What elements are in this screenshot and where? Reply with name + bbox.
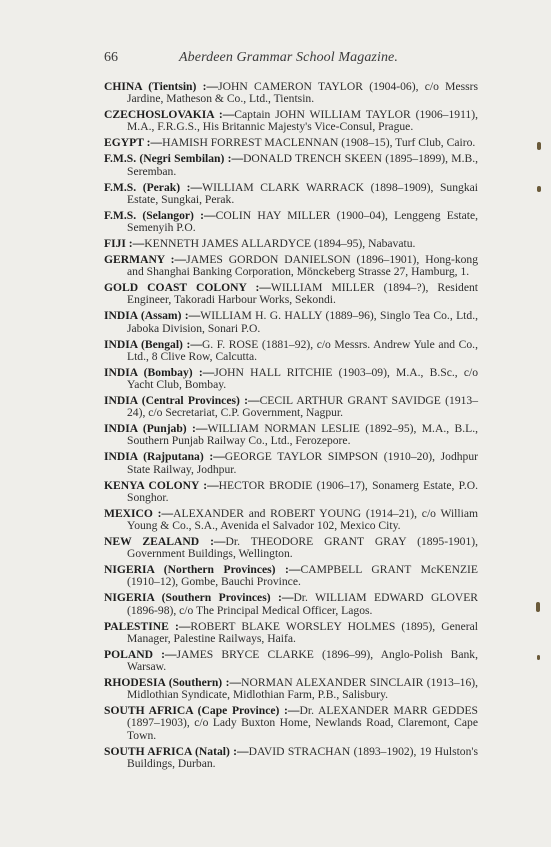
entry-text: DAVID STRACHAN (1893–1902), 19 Hulston's Buildings, Durban. — [127, 744, 478, 770]
entry-text: JOHN HALL RITCHIE (1903–09), M.A., B.Sc., c/o Yacht Club, Bombay. — [127, 365, 478, 392]
entry-text: ALEXANDER and ROBERT YOUNG (1914–21), c/o William Young & Co., S.A., Avenida el Salvador 102, Mexico City. — [127, 506, 478, 533]
entry-place: RHODESIA (Southern) :— — [104, 676, 242, 690]
list-item — [104, 649, 478, 673]
directory-list — [104, 81, 478, 774]
list-item — [104, 746, 478, 770]
list-item — [104, 508, 478, 532]
entry-text: DONALD TRENCH SKEEN (1895–1899), M.B., Seremban. — [127, 152, 479, 178]
list-item — [104, 621, 478, 645]
entry-place: MEXICO :— — [104, 506, 174, 520]
entry-place: INDIA (Bombay) :— — [104, 365, 215, 379]
entry-text: ROBERT BLAKE WORSLEY HOLMES (1895), General Manager, Palestine Railways, Haifa. — [127, 619, 478, 645]
entry-place: NIGERIA (Southern Provinces) :— — [104, 591, 294, 605]
list-item — [104, 451, 478, 475]
entry-place: KENYA COLONY :— — [104, 478, 219, 492]
list-item — [104, 238, 478, 250]
list-item — [104, 282, 478, 306]
list-item — [104, 109, 478, 133]
list-item — [104, 480, 478, 504]
entry-place: PALESTINE :— — [104, 619, 191, 633]
page-header — [104, 50, 474, 70]
running-title: Aberdeen Grammar School Magazine. — [179, 50, 398, 65]
entry-text: WILLIAM H. G. HALLY (1889–96), Singlo Tea Co., Ltd., Jaboka Division, Sonari P.O. — [127, 309, 478, 335]
list-item — [104, 310, 478, 334]
list-item — [104, 81, 478, 105]
page-number: 66 — [104, 50, 118, 65]
entry-place: NEW ZEALAND :— — [104, 535, 226, 549]
entry-place: FIJI :— — [104, 237, 145, 251]
entry-place: INDIA (Central Provinces) :— — [104, 394, 260, 408]
entry-text: Dr. WILLIAM EDWARD GLOVER (1896-98), c/o The Principal Medical Officer, Lagos. — [127, 591, 479, 617]
list-item — [104, 137, 478, 149]
entry-text: G. F. ROSE (1881–92), c/o Messrs. Andrew Yule and Co., Ltd., 8 Clive Row, Calcutta. — [127, 337, 478, 363]
entry-place: NIGERIA (Northern Provinces) :— — [104, 563, 301, 577]
entry-text: Dr. THEODORE GRANT GRAY (1895-1901), Government Buildings, Wellington. — [127, 535, 478, 561]
list-item — [104, 564, 478, 588]
entry-place: F.M.S. (Negri Sembilan) :— — [104, 152, 244, 166]
list-item — [104, 367, 478, 391]
entry-text: WILLIAM MILLER (1894–?), Resident Engineer, Takoradi Harbour Works, Sekondi. — [127, 281, 478, 307]
list-item — [104, 395, 478, 419]
list-item — [104, 254, 478, 278]
entry-text: HAMISH FORREST MACLENNAN (1908–15), Turf Club, Cairo. — [162, 136, 476, 150]
entry-place: EGYPT :— — [104, 136, 163, 150]
list-item — [104, 153, 478, 177]
entry-text: KENNETH JAMES ALLARDYCE (1894–95), Nabavatu. — [144, 237, 416, 251]
entry-text: JOHN CAMERON TAYLOR (1904-06), c/o Messrs Jardine, Matheson & Co., Ltd., Tientsin. — [127, 80, 478, 106]
list-item — [104, 182, 478, 206]
entry-place: INDIA (Bengal) :— — [104, 337, 202, 351]
entry-text: Captain JOHN WILLIAM TAYLOR (1906–1911), M.A., F.R.G.S., His Britannic Majesty's Vice-Consul, Prague. — [127, 108, 478, 134]
entry-place: F.M.S. (Selangor) :— — [104, 208, 216, 222]
entry-place: CZECHOSLOVAKIA :— — [104, 108, 235, 122]
binding-mark — [537, 142, 541, 150]
entry-place: F.M.S. (Perak) :— — [104, 180, 203, 194]
entry-place: INDIA (Assam) :— — [104, 309, 201, 323]
binding-mark — [536, 602, 540, 612]
list-item — [104, 210, 478, 234]
list-item — [104, 423, 478, 447]
entry-place: SOUTH AFRICA (Natal) :— — [104, 744, 249, 758]
entry-text: GEORGE TAYLOR SIMPSON (1910–20), Jodhpur State Railway, Jodhpur. — [127, 450, 478, 476]
entry-text: JAMES BRYCE CLARKE (1896–99), Anglo-Polish Bank, Warsaw. — [127, 647, 478, 674]
binding-mark — [537, 186, 541, 192]
list-item — [104, 592, 478, 616]
list-item — [104, 705, 478, 742]
entry-text: CECIL ARTHUR GRANT SAVIDGE (1913–24), c/o Secretariat, C.P. Government, Nagpur. — [127, 394, 479, 420]
entry-place: GOLD COAST COLONY :— — [104, 281, 271, 295]
entry-text: HECTOR BRODIE (1906–17), Sonamerg Estate, P.O. Songhor. — [127, 478, 479, 504]
entry-place: INDIA (Rajputana) :— — [104, 450, 225, 464]
list-item — [104, 677, 478, 701]
entry-text: JAMES GORDON DANIELSON (1896–1901), Hong-kong and Shanghai Banking Corporation, Mönckeberg Strasse 27, Hamburg, 1. — [127, 253, 479, 279]
entry-text: CAMPBELL GRANT McKENZIE (1910–12), Gombe, Bauchi Province. — [127, 563, 478, 589]
entry-text: COLIN HAY MILLER (1900–04), Lenggeng Estate, Semenyih P.O. — [127, 208, 478, 235]
binding-mark — [537, 655, 540, 660]
entry-place: POLAND :— — [104, 647, 177, 661]
list-item — [104, 339, 478, 363]
entry-text: NORMAN ALEXANDER SINCLAIR (1913–16), Midlothian Syndicate, Midlothian Farm, P.B., Salisbury. — [127, 676, 479, 702]
entry-place: CHINA (Tientsin) :— — [104, 80, 219, 93]
entry-place: SOUTH AFRICA (Cape Province) :— — [104, 704, 300, 718]
entry-text: WILLIAM CLARK WARRACK (1898–1909), Sungkai Estate, Sungkai, Perak. — [127, 180, 478, 206]
entry-text: WILLIAM NORMAN LESLIE (1892–95), M.A., B.L., Southern Punjab Railway Co., Ltd., Ferozepore. — [127, 422, 478, 448]
entry-text: Dr. ALEXANDER MARR GEDDES (1897–1903), c/o Lady Buxton Home, Newlands Road, Claremont, Cape Town. — [127, 704, 478, 742]
list-item — [104, 536, 478, 560]
entry-place: INDIA (Punjab) :— — [104, 422, 208, 436]
entry-place: GERMANY :— — [104, 253, 187, 267]
